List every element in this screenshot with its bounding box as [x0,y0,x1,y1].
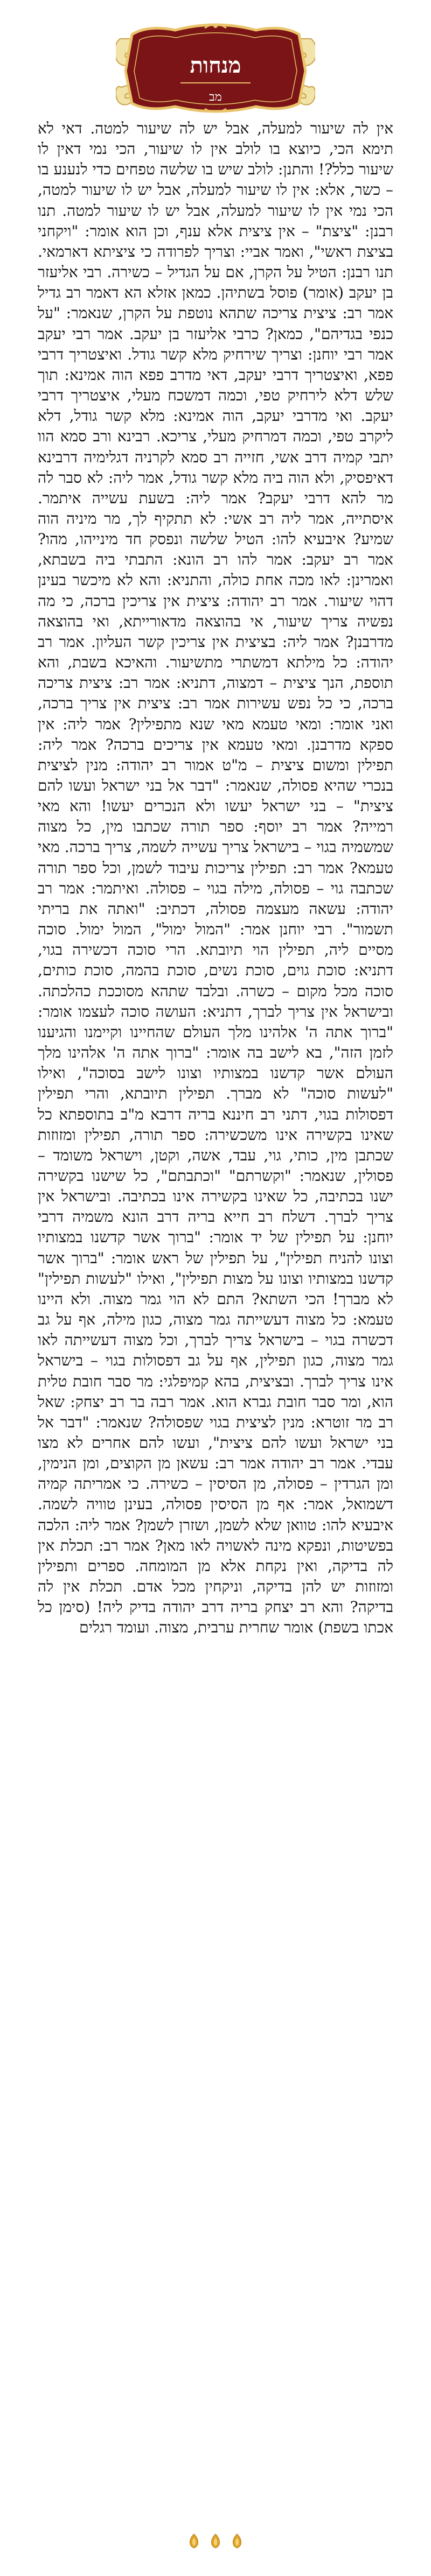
three-flame-ornament-icon [183,2530,248,2551]
tractate-title: מנחות [190,53,241,78]
talmud-paragraph: אין לה שיעור למעלה, אבל יש לה שיעור למטה. דאי לא תימא הכי, כיוצא בו לולב אין לו שיעור, הכי נמי דאין לו שיעור כלל?! והתנן: לולב שיש בו שלשה טפחים כדי לנענע בו – כשר, אלא: אין לו שיעור למעלה, אבל יש לו שיעור למטה, הכי נמי אין לו שיעור למעלה, אבל יש לו שיעור למטה. תנו רבנן: "ציצת" – אין ציצית אלא ענף, וכן הוא אומר: "ויקחני בציצת ראשי", ואמר אביי: וצריך לפרודה כי ציציתא דארמאי. תנו רבנן: הטיל על הקרן, אם על הגדיל – כשירה. רבי אליעזר בן יעקב (אומר) פוסל בשתיהן. כמאן אזלא הא דאמר רב גדיל אמר רב: ציצית צריכה שתהא נוטפת על הקרן, שנאמר: "על כנפי בגדיהם", כמאן? כרבי אליעזר בן יעקב. אמר רבי יעקב אמר רבי יוחנן: וצריך שירחיק מלא קשר גודל. ואיצטריך דרבי פפא, ואיצטריך דרבי יעקב, דאי מדרב פפא הוה אמינא: תוך שלש דלא לירחיק טפי, וכמה דמשכח מעלי, איצטריך דרבי יעקב. ואי מדרבי יעקב, הוה אמינא: מלא קשר גודל, דלא ליקרב טפי, וכמה דמרחיק מעלי, צריכא. רבינא ורב סמא הוו יתבי קמיה דרב אשי, חזייה רב סמא לקרניה דגלימיה דרבינא דאיפסיק, ולא הוה ביה מלא קשר גודל, אמר ליה: לא סבר לה מר להא דרבי יעקב? אמר ליה: בשעת עשייה איתמר. איסתייה, אמר ליה רב אשי: לא תתקיף לך, מר מיניה הוה שמיע? איבעיא להו: הטיל שלשה ונפסק חד מינייהו, מהו? אמר רב יעקב: אמר להו רב הונא: התבתי ביה בשבתא, ואמרינן: לאו מכה אחת כולה, והתניא: והא לא מיכשר בעינן דהוי שיעור. אמר רב יהודה: ציצית אין צריכין ברכה, כי מה נפשיה צריך שיעור, אי בהוצאה מדאורייתא, ואי בהוצאה מדרבנן? אמר ליה: בציצית אין צריכין קשר העליון. אמר רב יהודה: כל מילתא דמשתרי מתשיעור. והאיכא בשבת, והא תוספת, הנך ציצית – דמצוה, דתניא: אמר רב: ציצית צריכה ברכה, כי כל נפש עשירות אמר רב: ציצית אין צריך ברכה, ואני אומר: ומאי טעמא מאי שנא מתפילין? אמר ליה: אין ספקא מדרבנן. ומאי טעמא אין צריכים ברכה? אמר ליה: תפילין ומשום ציצית – מ"ט אמור רב יהודה: מנין לציצית בנכרי שהיא פסולה, שנאמר: "דבר אל בני ישראל ועשו להם ציצית" – בני ישראל יעשו ולא הנכרים יעשו! והא מאי רמייה? אמר רב יוסף: ספר תורה שכתבו מין, כל מצוה שמשמיה בגוי – בישראל צריך עשייה לשמה, צריך ברכה. מאי טעמא? אמר רב: תפילין צריכות עיבוד לשמן, וכל ספר תורה שכתבה גוי – פסולה, מילה בגוי – פסולה. ואיתמר: אמר רב יהודה: עשאה מעצמה פסולה, דכתיב: "ואתה את בריתי תשמור". רבי יוחנן אמר: "המול ימול", המול ימול. סוכה מסיים ליה, תפילין הוי תיובתא. הרי סוכה דכשירה בגוי, דתניא: סוכת גוים, סוכת נשים, סוכת בהמה, סוכת כותים, סוכה מכל מקום – כשרה. ובלבד שתהא מסוככת כהלכתה. ובישראל אין צריך לברך, דתניא: העושה סוכה לעצמו אומר: "ברוך אתה ה' אלהינו מלך העולם שהחיינו וקיימנו והגיענו לזמן הזה", בא לישב בה אומר: "ברוך אתה ה' אלהינו מלך העולם אשר קדשנו במצותיו וצונו לישב בסוכה", ואילו "לעשות סוכה" לא מברך. תפילין תיובתא, והרי תפילין דפסולות בגוי, דתני רב חיננא בריה דרבא מ"ב בתוספתא כל שאינו בקשירה אינו משכשירה: ספר תורה, תפילין ומזוזות שכתבן מין, כותי, גוי, עבד, אשה, וקטן, וישראל משומד – פסולין, שנאמר: "וקשרתם" "וכתבתם", כל שישנו בקשירה ישנו בכתיבה, כל שאינו בקשירה אינו בכתיבה. ובישראל אין צריך לברך. דשלח רב חייא בריה דרב הונא משמיה דרבי יוחנן: על תפילין של יד אומר: "ברוך אשר קדשנו במצותיו וצונו להניח תפילין", על תפילין של ראש אומר: "ברוך אשר קדשנו במצותיו וצונו על מצות תפילין", ואילו "לעשות תפילין" לא מברך! הכי השתא? התם לא הוי גמר מצוה. ולא היינו טעמא: כל מצוה דעשייתה גמר מצוה, כגון מילה, אף על גב דכשרה בגוי – בישראל צריך לברך, וכל מצוה דעשייתה לאו גמר מצוה, כגון תפילין, אף על גב דפסולות בגוי – בישראל אינו צריך לברך. ובציצית, בהא קמיפלגי: מר סבר חובת טלית הוא, ומר סבר חובת גברא הוא. אמר רבה בר רב יצחק: שאל רב מר זוטרא: מנין לציצית בגוי שפסולה? שנאמר: "דבר אל בני ישראל ועשו להם ציצית", ועשו להם אחרים לא מצו עבדי. אמר רב יהודה אמר רב: עשאן מן הקוצים, ומן הנימין, ומן הגרדין – פסולה, מן הסיסין – כשירה. כי אמריתה קמיה דשמואל, אמר: אף מן הסיסין פסולה, בעינן טוויה לשמה. איבעיא להו: טוואן שלא לשמן, ושזרן לשמן? אמר ליה: הלכה בפשיטות, ונפקא מינה לאשויה לאו מאן? אמר רב: תכלת אין לה בדיקה, ואין נקחת אלא מן המומחה. ספרים ותפילין ומזוזות יש להן בדיקה, וניקחין מכל אדם. תכלת אין לה בדיקה? והא רב יצחק בריה דרב יהודה בדיק ליה! (סימן כל אכתו בשפת) אומר שחרית ערבית, מצוה. ועומד רגלים [38,119,393,1637]
talmud-text-block [38,118,393,1638]
footer-ornament [183,2530,248,2551]
daf-number: מב [209,90,222,104]
page-header [116,23,315,114]
